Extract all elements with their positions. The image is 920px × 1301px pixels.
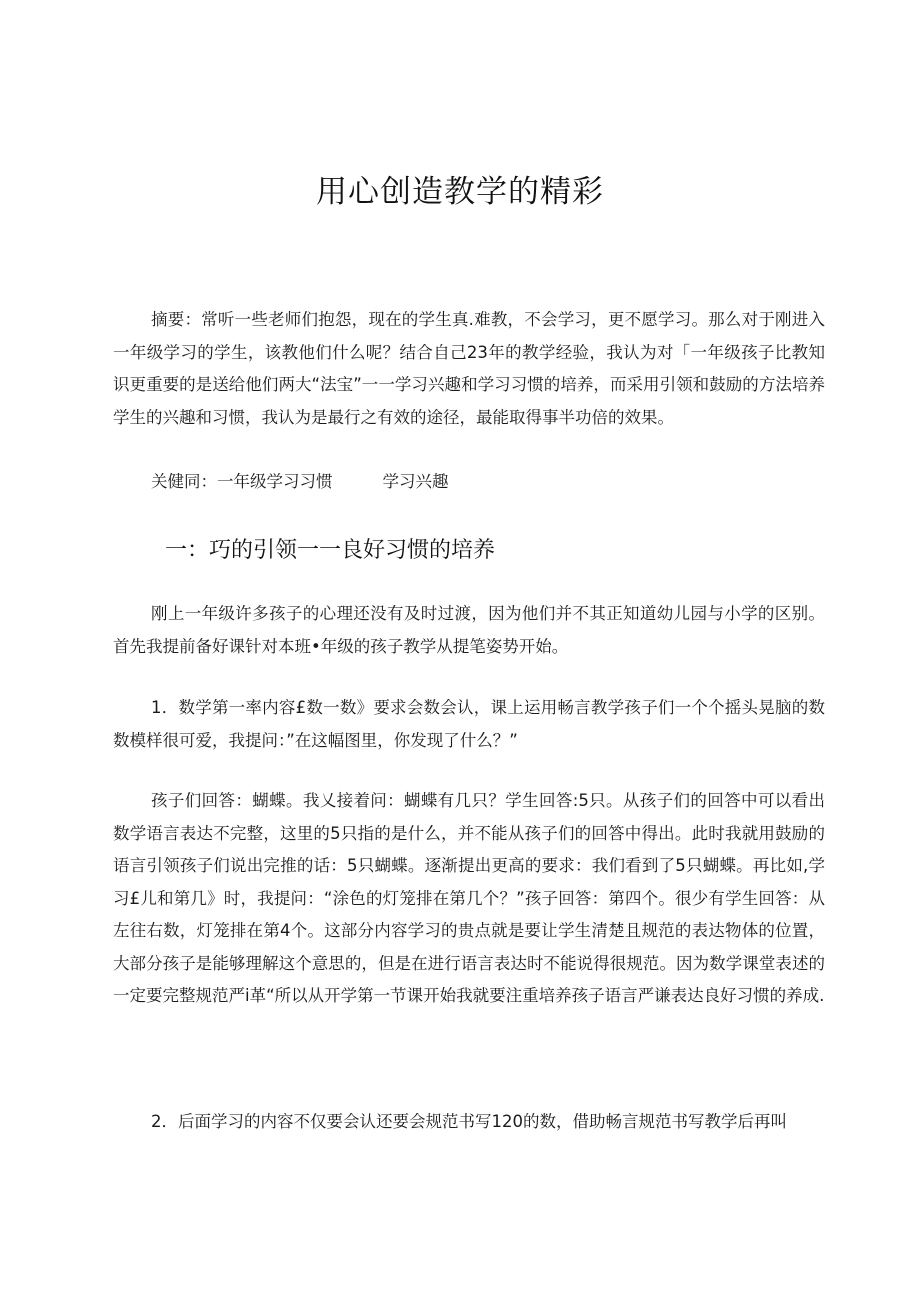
keywords-label: 关健同： [151,472,217,491]
body-paragraph-4: 2．后面学习的内容不仅要会认还要会规范书写120的数，借助畅言规范书写教学后再叫 [151,1112,787,1131]
keywords-line [151,466,449,498]
document-title: 用心创造教学的精彩 [316,174,604,210]
section-heading-1: 一：巧的引领一一良好习惯的培养 [165,538,496,563]
body-paragraph-2: 1．数学第一率内容£数一数》要求会数会认，课上运用畅言教学孩子们一个个摇头晃脑的数数模样很可爱，我提问：”在这幅图里，你发现了什么？” [113,698,825,750]
body-paragraph-3: 孩子们回答：蝴蝶。我乂接着问：蝴蝶有几只？学生回答:5只。从孩子们的回答中可以看出数学语言表达不完整，这里的5只指的是什么，并不能从孩子们的回答中得出。此时我就用鼓励的语言引领孩子们说出完推的话：5只蝴蝶。逐渐提出更高的要求：我们看到了5只蝴蝶。再比如,学习£儿和第几》时，我提问：“涂色的灯笼排在第几个？”孩子回答：第四个。很少有学生回答：从左往右数，灯笼排在第4个。这部分内容学习的贵点就是要让学生清楚且规范的表达物体的位置，大部分孩子是能够理解这个意思的，但是在进行语言表达时不能说得很规范。因为数学课堂表述的一定要完整规范严i革“所以从开学第一节课开始我就要注重培养孩子语言严谦表达良好习惯的养成. [113,791,825,1005]
keyword-first-grade-habits: 一年级学习习惯 [217,472,333,491]
body-paragraph-1: 刚上一年级许多孩子的心理还没有及时过渡，因为他们并不其正知道幼儿园与小学的区别。首先我提前备好课针对本班•年级的孩子教学从提笔姿势开始。 [113,604,825,656]
keyword-learning-interest: 学习兴趣 [382,472,449,491]
abstract-paragraph: 摘要：常听一些老师们抱怨，现在的学生真.难教，不会学习，更不愿学习。那么对于刚进入一年级学习的学生，该教他们什么呢？结合自己23年的教学经验，我认为对「一年级孩子比教知识更重要的是送给他们两大“法宝”一一学习兴趣和学习习惯的培养，而采用引领和鼓励的方法培养学生的兴趣和习惯，我认为是最行之有效的途径，最能取得事半功倍的效果。 [113,310,825,427]
